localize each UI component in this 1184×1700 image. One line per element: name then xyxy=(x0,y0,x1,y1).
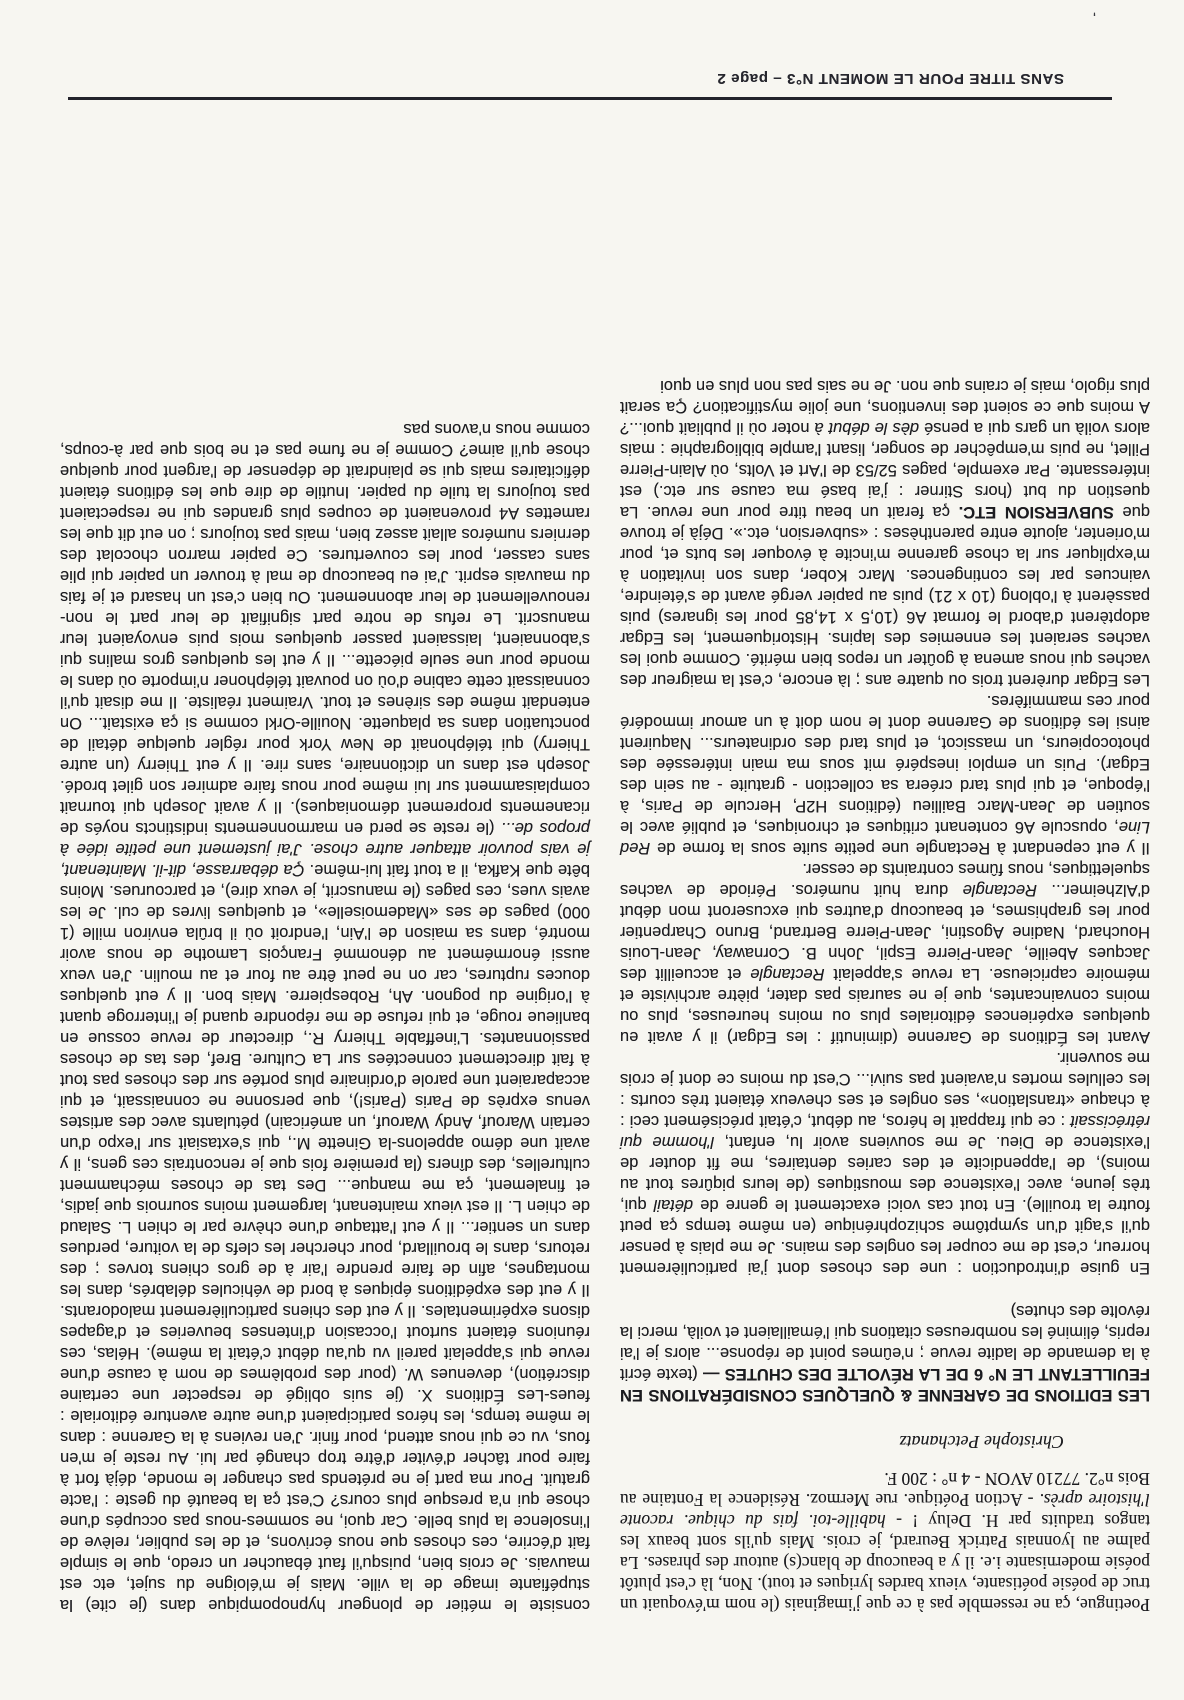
column-2 xyxy=(60,375,590,1615)
paragraph xyxy=(620,375,1150,690)
text-run: LES EDITIONS DE GARENNE & QUELQUES CONSIDÉRATIONS EN FEUILLETANT LE N° 6 DE LA RÉVOLTE DES CHUTES — xyxy=(620,1365,1150,1404)
text-run: Les Edgar durèrent trois ou quatre ans ; là encore, c'est la maigreur des vaches qui nous amena à goûter un repos bien mérité. Comme quoi les vaches seraient les ennemies des lapins. Historiquement, les Edgar adoptèrent d'abord le format A6 (10,5 x 14,85 pour les ignares) puis passèrent à l'oblong (10 x 21) puis au papier vergé avant de s'éteindre, vaincues par les contingences. Marc Kober, dans son invitation à m'expliquer sur la chose garenne m'incite à évoquer les buts et, pour m'orienter, ajoute entre parenthèses : «subversion, etc.». Déjà je trouve que xyxy=(620,503,1150,689)
text-run: dura huit numéros. Période de vaches squelettiques, nous fûmes contraints de cesser. xyxy=(619,860,1150,899)
page-body xyxy=(60,375,1150,1615)
text-run: qui, très jeune, avec l'existence des moustiques (de leurs piqûres tout au moins), de l'appendicite et des caries dentaires, me fit douter de l'existence de Dieu. Je me souviens avoir lu, enfant, xyxy=(620,1133,1150,1214)
text-run: et accueillit des Jacques Abeille, Jean-Pierre Espil, John B. Cornaway, Jean-Louis Houchard, Nadine Agostini, Jean-Pierre Bertrand, Bruno Charpentier pour les graphismes, et beaucoup d'autres qui excuseront mon début d'Alzheimer... xyxy=(620,881,1150,983)
text-run: , opuscule A6 contenant critiques et chroniques, et publié avec le soutien de Jean-Marc Baillieu (éditions H2P, Hercule de Paris, à l'époque, et qui plus tard créera sa collection - gratuite - au sein des Edgar). Puis un emploi inespéré mit sous ma main intéressée des photocopieurs, un massicot, et plus tard des ordinateurs... Naquirent ainsi les éditions de Garenne dont le nom doit à un amour immodéré pour ces mammifères. xyxy=(620,692,1150,836)
text-run: l'homme qui rétrécissait xyxy=(620,1112,1150,1151)
text-run: Rectangle xyxy=(962,881,1037,899)
scan-artifact: ' xyxy=(1092,1,1096,18)
text-run: (texte écrit à la demande de ladite revue ; n'eûmes point de réponse... alors je l'ai repris, éliminé les nombreuses citations qui l'émaillaient et voilà, merci la révolte des chutes) xyxy=(620,1302,1150,1383)
text-run: ça ferait un beau titre pour une revue. La question du but (hors Stirner : j'ai basé ma cause sur etc.) est intéressante. Par exemple, pages 52/53 de l'Art et Volts, où Alain-Pierre Pillet, ne puis m'empêcher de songer, lisant l'ample bibliographie : mais alors voilà un gars qui a pensé xyxy=(620,419,1150,521)
text-run: SUBVERSION ETC. xyxy=(958,503,1114,521)
section-heading xyxy=(620,1300,1150,1405)
byline xyxy=(620,1431,1064,1452)
text-run: : ce qui frappait le héros, au début, c'était précisément ceci : à chaque «translation», ses ongles et ses cheveux étaient très courts : les cellules mortes n'avaient pas suivi... C'est du moins ce dont je crois me souvenir. xyxy=(620,1049,1150,1130)
text-run: - Action Poétique. rue Mermoz. Résidence la Fontaine au Bois n°2. 77210 AVON - 4 n° : 200 F. xyxy=(620,1469,1150,1510)
footer-page-label: SANS TITRE POUR LE MOMENT N°3 – page 2 xyxy=(716,70,1064,87)
paragraph xyxy=(620,1468,1150,1615)
text-run: dès le début à xyxy=(814,419,920,437)
text-run: (le reste se perd en marmonnements indistincts noyés de ricanements proprement démoniaques). Il y avait Joseph qui tournait complaisamment sur lui même pour nous faire admirer son gilet brodé. Joseph est dans un dictionnaire, sans rire. Il y eut Thierry (un autre Thierry) qui téléphonait de New York pour régler quelque détail de ponctuation dans sa plaquette. Nouille-Orkl comme si ça existait... On entendait même des sirènes et tout. Vraiment réaliste. Il me disait qu'il connaissait cette cabine d'où on pouvait téléphoner n'importe où dans le monde pour une seule piécette... Il y eut les quelques gros malins qui s'abonnaient, laissaient passer quelques mois puis envoyaient leur manuscrit. Le refus de notre part signifiait de leur part le non-renouvellement de leur abonnement. Ou bien c'est un hasard et je fais du mauvais esprit. J'ai eu beaucoup de mal à trouver un papier qui plie sans casser, pour les couvertures. Ce papier marron chocolat des derniers numéros allait assez bien, mais pas toujours ; on eut dit que les ramettes A4 provenaient de coupes plus grandes qui ne respectaient pas toujours la tuile du papier. Inutile de dire que les éditions étaient déficitaires mais qui se plaindrait de dépenser de l'argent pour quelque chose qu'il aime? Comme je ne fume pas et ne bois que par à-coups, comme nous n'avons pas xyxy=(60,420,590,837)
paragraph xyxy=(620,1047,1150,1278)
text-run: consiste le métier de plongeur hypnopompique dans (je cite) la stupéfiante image de la ville. Mais je m'éloigne du sujet, etc est mauvais. Je crois bien, puisqu'il faut ébaucher un credo, que le simple fait d'écrire, ces choses que nous écrivons, et de les publier, relève de l'insolence la plus belle. Car quoi, ne sommes-nous pas occupés d'une chose qui n'a presque plus cours? C'est ça la beauté du geste : l'acte gratuit. Pour ma part je ne prétends pas changer le monde, déjà fort à faire pour tâcher d'éviter d'être trop changé par lui. Au reste je m'en fous, vu ce qui nous attend, pour finir. J'en reviens à la Garenne : dans le même temps, les héros participaient d'une autre aventure éditoriale : feues-Les Éditions X. (je suis obligé de respecter une certaine discrétion), devenues W. (pour des problèmes de nom à cause d'une revue qui s'appelait pareil vu qu'au début c'était la même). Hélas, ces réunions étaient surtout l'occasion d'intenses beuveries et d'agapes disons expérimentales. Il y eut des chiens particulièrement malodorants. Il y eut des expéditions épiques à bord de véhicules délabrés, dans les montagnes, afin de faire prendre l'air à de gros chiens torves ; des retours, dans le brouillard, pour chercher les clefs de la voiture, perdues dans un sentier... Il y eut l'attaque d'une chèvre par le chien L. Salaud de chien L. Il est vieux maintenant, largement moins sournois que jadis, et finalement, ça me manque... Des tas de choses méchamment culturelles, des dîners (la première fois que je rencontrais ces gens, il y avait une démo appelons-la Ginette M., qui s'extasiait sur l'expo d'un certain Warouf, Andy Warouf, un américain) pétulants avec des artistes venus exprès de Paris (Paris!), que personne ne connaissait, et qui accaparaient une parole d'ordinaire plus portée sur des choses pas tout à fait directement connectées sur La Culture. Bref, des tas de choses passionnantes. L'ineffable Thierry R., directeur de revue cossue en banlieue rouge, et qui refuse de me répondre quand je l'interroge quant à l'origine du pognon. Ah, Robespierre. Mais bon. Il y eut quelques douces ruptures, car on ne peut être au four et au moulin. J'en veux aussi énormément au dénommé François Lamothe de nous avoir montré, dans sa maison de l'Ain, l'endroit où il brûla environ mille (1 000) pages de ses «Mademoiselle», et quelques livres de cul. Je les avais vues, ces pages (le manuscrit, je veux dire), et parcourues. Moins bête que Kafka, il a tout fait lui-même. xyxy=(60,861,590,1614)
text-run: - habille-toi. fais du chique. raconte l'histoire après. xyxy=(619,1490,1150,1531)
text-run: En guise d'introduction : une des choses dont j'ai particulièrement horreur, c'est de me couper les ongles des mains. Je me plais à penser qu'il s'agit d'un symptôme schizophrénique (en même temps ça peut foutre la trouille). En tout cas voici exactement le genre de xyxy=(620,1196,1150,1277)
paragraph xyxy=(60,418,590,1615)
text-run: Red Line xyxy=(620,818,1150,857)
text-run: noter où il publiait quoi...? A moins que ce soient des inventions, une jolie mystification? Ça serait plus rigolo, mais je crains que non. Je ne sais pas non plus en quoi xyxy=(619,377,1150,437)
text-run: Avant les Éditions de Garenne (diminutif : les Edgar) il y avait eu quelques expériences éditoriales plus ou moins heureuses, plus ou moins convaincantes, que je ne saurais pas dater, piètre archiviste et mémoire capricieuse. La revue s'appelait xyxy=(620,965,1150,1046)
text-run: Ça débarrasse, dit-il. Maintenant, je vais pouvoir attaquer autre chose. J'ai justement une petite idée à propos de... xyxy=(60,819,590,879)
text-run: Rectangle xyxy=(750,965,825,983)
footer-rule xyxy=(68,97,1112,100)
text-run: Il y eut cependant à Rectangle une petite suite sous la forme de xyxy=(650,839,1150,857)
paragraph xyxy=(620,690,1150,858)
text-run: Christophe Petchanatz xyxy=(899,1432,1064,1452)
paragraph xyxy=(620,858,1150,1047)
column-1 xyxy=(620,375,1150,1615)
text-run: Poetingue, ça ne ressemble pas à ce que j'imaginais (le nom m'évoquait un truc de poésie poétisante, vieux bardes lyriques et tout). Non, là c'est plutôt poésie modernisante i.e. il y a beaucoup de blanc(s) autour des phrases. La palme au lyonnais Patrick Beurard, je crois. Mais qu'ils sont beaux les tangos traduits par H. Deluy ! xyxy=(620,1511,1150,1615)
text-run: détail xyxy=(653,1196,694,1214)
